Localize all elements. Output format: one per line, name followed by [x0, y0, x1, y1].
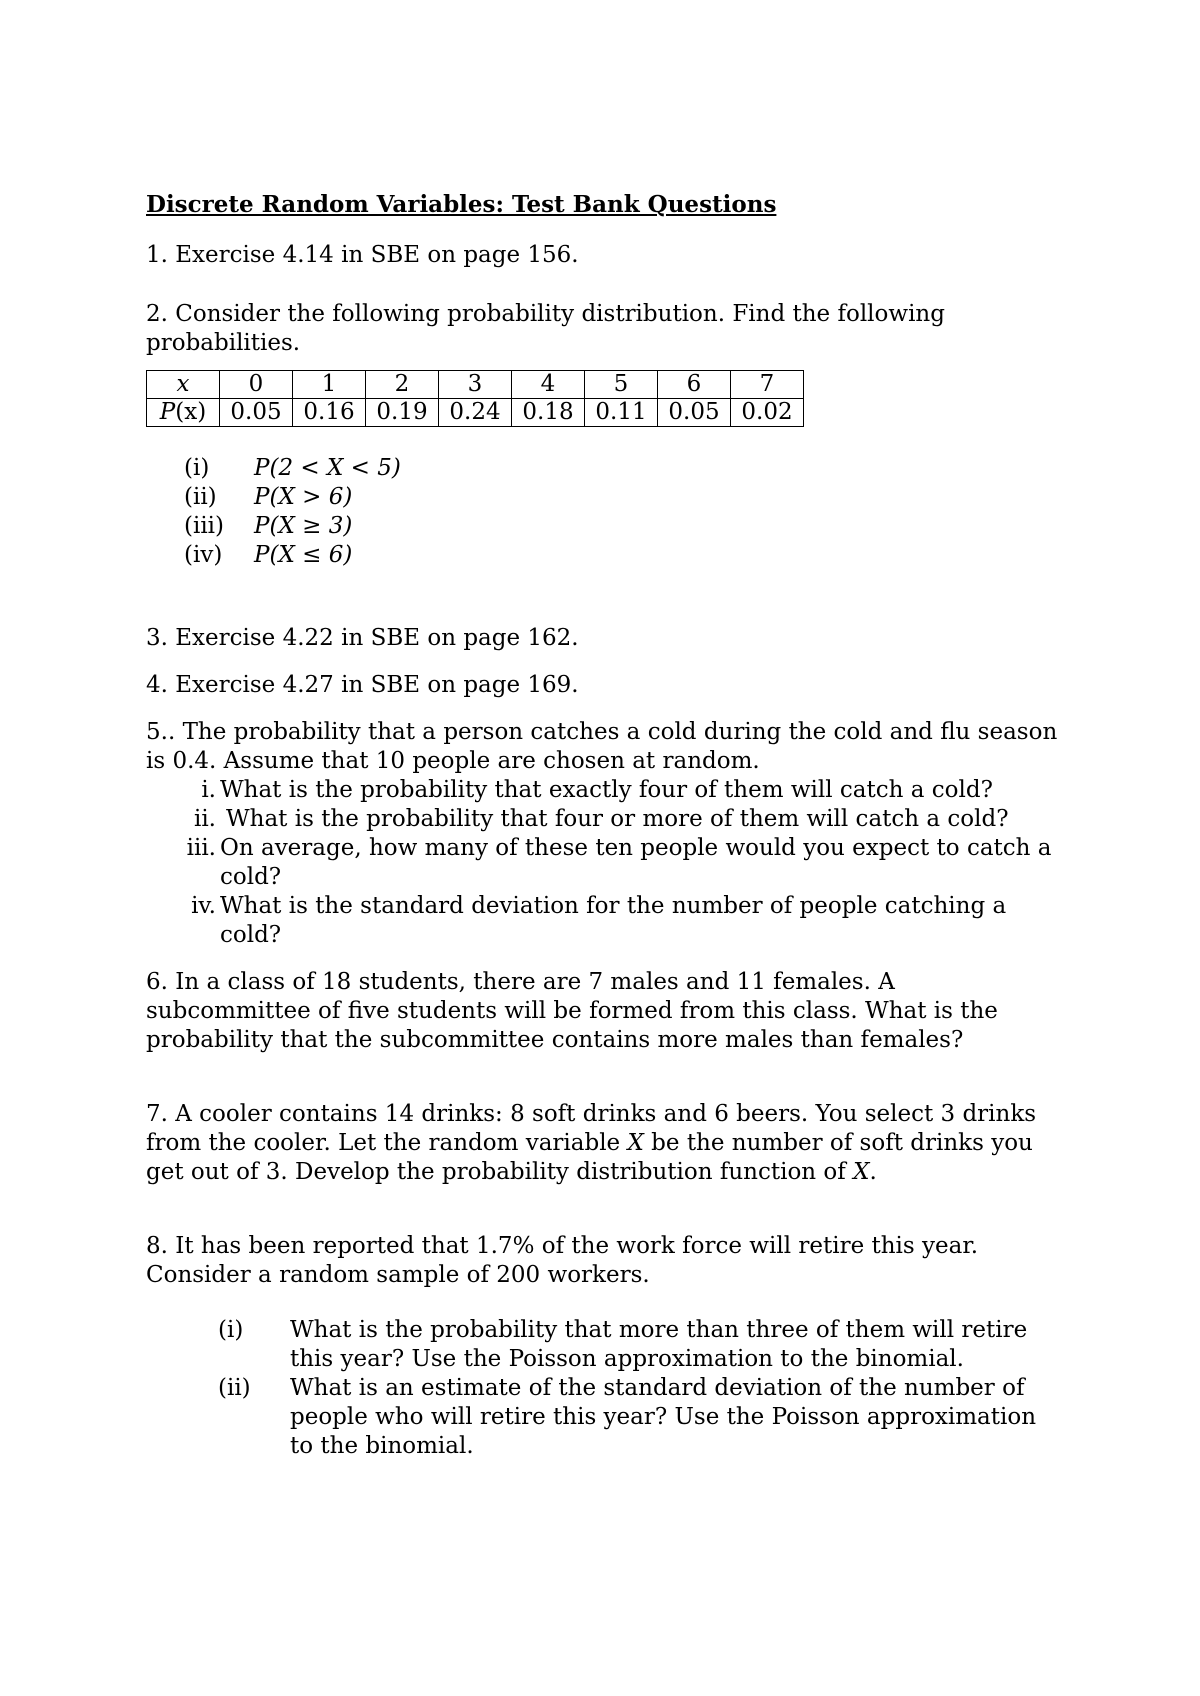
p-value: 0.18	[512, 399, 585, 427]
list-item: ii. What is the probability that four or more of them will catch a cold?	[193, 806, 1009, 832]
p-header: P(x)	[147, 399, 220, 427]
list-item: iii. On average, how many of these ten people would you expect to catch a cold?	[186, 835, 1052, 890]
question-7: 7. A cooler contains 14 drinks: 8 soft drinks and 6 beers. You select 3 drinks from the cooler. Let the random variable X be the number of soft drinks you get out of 3. Develop the probability distribution function of X.	[146, 1101, 1037, 1185]
question-4: 4. Exercise 4.27 in SBE on page 169.	[146, 672, 579, 698]
table-row-p	[147, 399, 804, 427]
x-value: 3	[439, 371, 512, 399]
x-value: 4	[512, 371, 585, 399]
table-row-x	[147, 371, 804, 399]
document-title: Discrete Random Variables: Test Bank Questions	[146, 191, 777, 218]
list-item: i. What is the probability that exactly four of them will catch a cold?	[201, 777, 993, 803]
p-value: 0.05	[220, 399, 293, 427]
list-item: (ii) P(X > 6)	[184, 484, 353, 510]
p-value: 0.16	[293, 399, 366, 427]
x-value: 7	[731, 371, 804, 399]
question-2: 2. Consider the following probability distribution. Find the following probabilities.	[146, 301, 945, 356]
document	[146, 190, 1066, 1461]
p-value: 0.05	[658, 399, 731, 427]
question-6: 6. In a class of 18 students, there are 7 males and 11 females. A subcommittee of five students will be formed from this class. What is the probability that the subcommittee contains more males than females?	[146, 969, 998, 1053]
list-item: (iii) P(X ≥ 3)	[184, 513, 353, 539]
p-value: 0.24	[439, 399, 512, 427]
question-2-parts	[184, 454, 1066, 570]
list-item: (iv) P(X ≤ 6)	[184, 542, 353, 568]
question-8-parts	[218, 1316, 1066, 1461]
x-header: x	[147, 371, 220, 399]
x-value: 2	[366, 371, 439, 399]
x-value: 1	[293, 371, 366, 399]
question-5: 5.. The probability that a person catches a cold during the cold and flu season is 0.4. Assume that 10 people are chosen at random.	[146, 719, 1058, 774]
question-5-parts	[146, 776, 1066, 950]
p-value: 0.19	[366, 399, 439, 427]
x-value: 6	[658, 371, 731, 399]
list-item: (i) What is the probability that more than three of them will retire this year? Use the Poisson approximation to the binomial.	[218, 1317, 1028, 1372]
question-8: 8. It has been reported that 1.7% of the work force will retire this year. Consider a random sample of 200 workers.	[146, 1233, 979, 1288]
p-value: 0.11	[585, 399, 658, 427]
list-item: (ii) What is an estimate of the standard deviation of the number of people who will retire this year? Use the Poisson approximation to the binomial.	[218, 1375, 1037, 1459]
list-item: iv. What is the standard deviation for the number of people catching a cold?	[191, 893, 1007, 948]
probability-distribution-table	[146, 370, 804, 427]
question-3: 3. Exercise 4.22 in SBE on page 162.	[146, 625, 579, 651]
list-item: (i) P(2 < X < 5)	[184, 455, 401, 481]
p-value: 0.02	[731, 399, 804, 427]
x-value: 0	[220, 371, 293, 399]
question-1: 1. Exercise 4.14 in SBE on page 156.	[146, 242, 579, 268]
x-value: 5	[585, 371, 658, 399]
